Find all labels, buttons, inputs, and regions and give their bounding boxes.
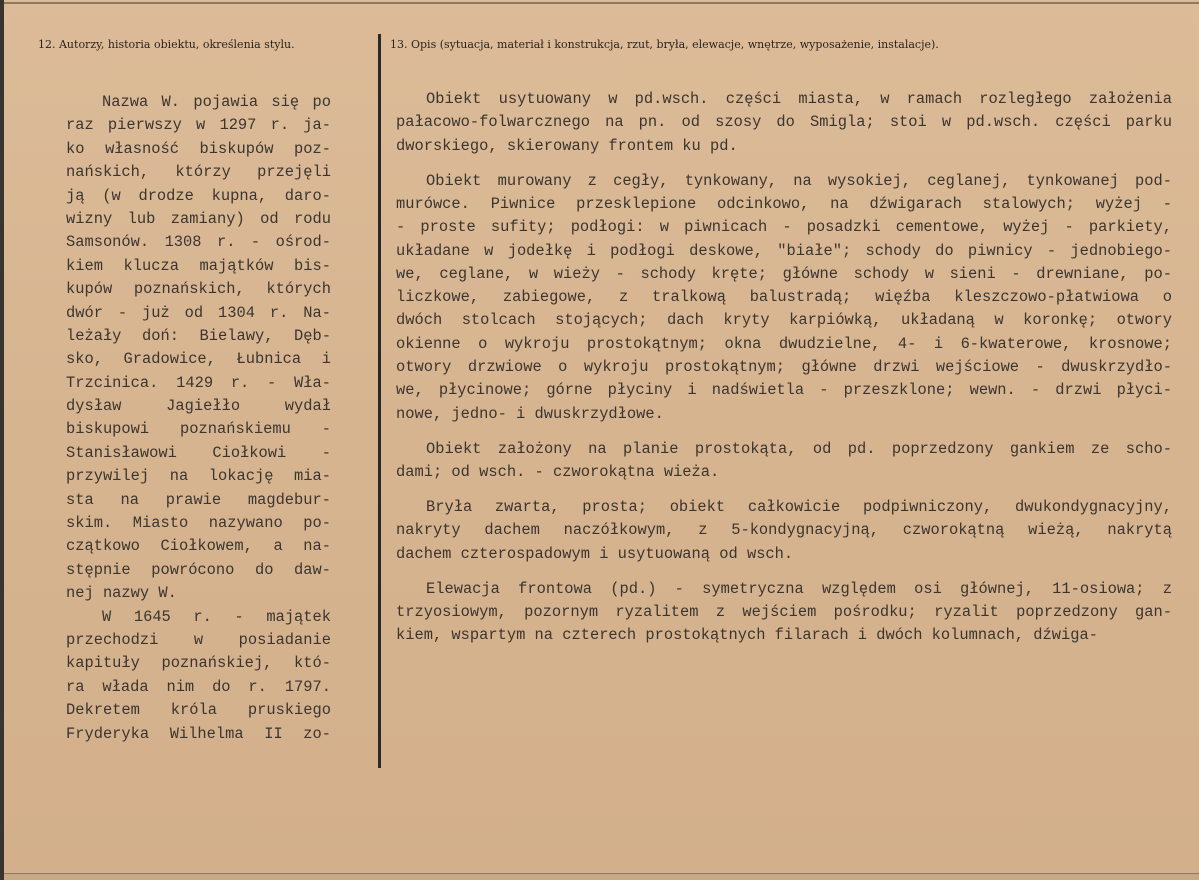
history-text-line: Fryderyka Wilhelma II zo- bbox=[66, 724, 331, 743]
history-text-line: biskupowi poznańskiemu - bbox=[66, 420, 331, 439]
description-text-line: otwory drzwiowe o wykroju prostokątnym; główne drzwi wejściowe - dwuskrzydło- bbox=[396, 358, 1172, 377]
history-text-line: ją (w drodze kupna, daro- bbox=[66, 186, 331, 205]
description-text-line: dachem czterospadowym i usytuowaną od wsch. bbox=[396, 544, 794, 563]
description-text-line: trzyosiowym, pozornym ryzalitem z wejściem pośrodku; ryzalit poprzedzony gan- bbox=[396, 603, 1172, 622]
description-text-line: we, ceglane, w wieży - schody kręte; główne schody w sieni - drewniane, po- bbox=[396, 264, 1172, 283]
history-column bbox=[66, 91, 331, 746]
history-text-line: raz pierwszy w 1297 r. ja- bbox=[66, 116, 331, 135]
description-text-line: dwóch stolcach stojących; dach kryty karpiówką, układaną w koronkę; otwory bbox=[396, 311, 1172, 330]
description-text-line: pałacowo-folwarcznego na pn. od szosy do Smigla; stoi w pd.wsch. części parku bbox=[396, 113, 1172, 132]
description-text-line: murówce. Piwnice przesklepione odcinkowo, na dźwigarach stalowych; wyżej - bbox=[396, 194, 1172, 213]
description-text-line: Elewacja frontowa (pd.) - symetryczna względem osi głównej, 11-osiowa; z bbox=[426, 579, 1172, 598]
description-text-line: dami; od wsch. - czworokątna wieża. bbox=[396, 463, 720, 482]
history-text-line: nańskich, którzy przejęli bbox=[66, 163, 331, 182]
history-text-line: sko, Gradowice, Łubnica i bbox=[66, 350, 331, 369]
history-text-line: W 1645 r. - majątek bbox=[102, 607, 331, 626]
history-text-line: stępnie powrócono do daw- bbox=[66, 560, 331, 579]
history-text-line: przywilej na lokację mia- bbox=[66, 467, 331, 486]
history-text-line: Nazwa W. pojawia się po bbox=[102, 93, 331, 111]
history-text-line: Trzcinica. 1429 r. - Wła- bbox=[66, 373, 331, 392]
description-text-line: Obiekt murowany z cegły, tynkowany, na wysokiej, ceglanej, tynkowanej pod- bbox=[426, 171, 1172, 190]
history-text-line: przechodzi w posiadanie bbox=[66, 630, 331, 649]
description-text-line: dworskiego, skierowany frontem ku pd. bbox=[396, 136, 738, 155]
history-text-line: sta na prawie magdebur- bbox=[66, 490, 331, 509]
description-text-line: liczkowe, zabiegowe, z tralkową balustradą; więźba kleszczowo-płatwiowa o bbox=[396, 288, 1172, 307]
history-text-line: dwór - już od 1304 r. Na- bbox=[66, 303, 331, 322]
history-text-line: wizny lub zamiany) od rodu bbox=[66, 209, 331, 228]
section-heading-13: 13. Opis (sytuacja, materiał i konstrukcja, rzut, bryła, elewacje, wnętrze, wyposażenie, instalacje). bbox=[390, 38, 939, 51]
history-text-line: nej nazwy W. bbox=[66, 584, 177, 603]
history-text-line: leżały doń: Bielawy, Dęb- bbox=[66, 326, 331, 345]
paragraph-gap bbox=[396, 566, 1172, 578]
bottom-edge bbox=[4, 874, 1199, 880]
description-text-line: we, płycinowe; górne płyciny i nadświetla - przeszklone; wewn. - drzwi płyci- bbox=[396, 381, 1172, 400]
history-text-line: kiem klucza majątków bis- bbox=[66, 256, 331, 275]
description-text-line: - proste sufity; podłogi: w piwnicach - posadzki cementowe, wyżej - parkiety, bbox=[396, 218, 1172, 237]
history-text-line: ra włada nim do r. 1797. bbox=[66, 677, 331, 696]
description-text-line: Obiekt usytuowany w pd.wsch. części miasta, w ramach rozległego założenia bbox=[426, 90, 1172, 108]
column-divider bbox=[378, 34, 381, 768]
history-text-line: Dekretem króla pruskiego bbox=[66, 701, 331, 720]
top-rule bbox=[4, 2, 1199, 4]
history-text-line: kupów poznańskich, których bbox=[66, 280, 331, 299]
description-text-line: Obiekt założony na planie prostokąta, od pd. poprzedzony gankiem ze scho- bbox=[426, 439, 1172, 458]
history-text-line: Samsonów. 1308 r. - ośrod- bbox=[66, 233, 331, 252]
history-text-line: dysław Jagiełło wydał bbox=[66, 397, 331, 416]
description-text-line: Bryła zwarta, prosta; obiekt całkowicie podpiwniczony, dwukondygnacyjny, bbox=[426, 498, 1172, 517]
description-text-line: kiem, wspartym na czterech prostokątnych filarach i dwóch kolumnach, dźwiga- bbox=[396, 626, 1098, 645]
description-text-line: układane w jodełkę i podłogi deskowe, "białe"; schody do piwnicy - jednobiego- bbox=[396, 241, 1172, 260]
description-text-line: nowe, jedno- i dwuskrzydłowe. bbox=[396, 404, 664, 423]
history-text-line: czątkowo Ciołkowem, a na- bbox=[66, 537, 331, 556]
description-column bbox=[396, 88, 1172, 648]
paragraph-gap bbox=[396, 426, 1172, 438]
description-text-line: nakryty dachem naczółkowym, z 5-kondygnacyjną, czworokątną wieżą, nakrytą bbox=[396, 521, 1172, 540]
description-text-line: okienne o wykroju prostokątnym; okna dwudzielne, 4- i 6-kwaterowe, krosnowe; bbox=[396, 334, 1172, 353]
history-text-line: kapituły poznańskiej, któ- bbox=[66, 654, 331, 673]
history-text-line: Stanisławowi Ciołkowi - bbox=[66, 443, 331, 462]
paragraph-gap bbox=[396, 158, 1172, 170]
history-text-line: skim. Miasto nazywano po- bbox=[66, 514, 331, 533]
history-text-line: ko własność biskupów poz- bbox=[66, 139, 331, 158]
paragraph-gap bbox=[396, 484, 1172, 496]
section-heading-12: 12. Autorzy, historia obiektu, określenia stylu. bbox=[38, 38, 295, 51]
